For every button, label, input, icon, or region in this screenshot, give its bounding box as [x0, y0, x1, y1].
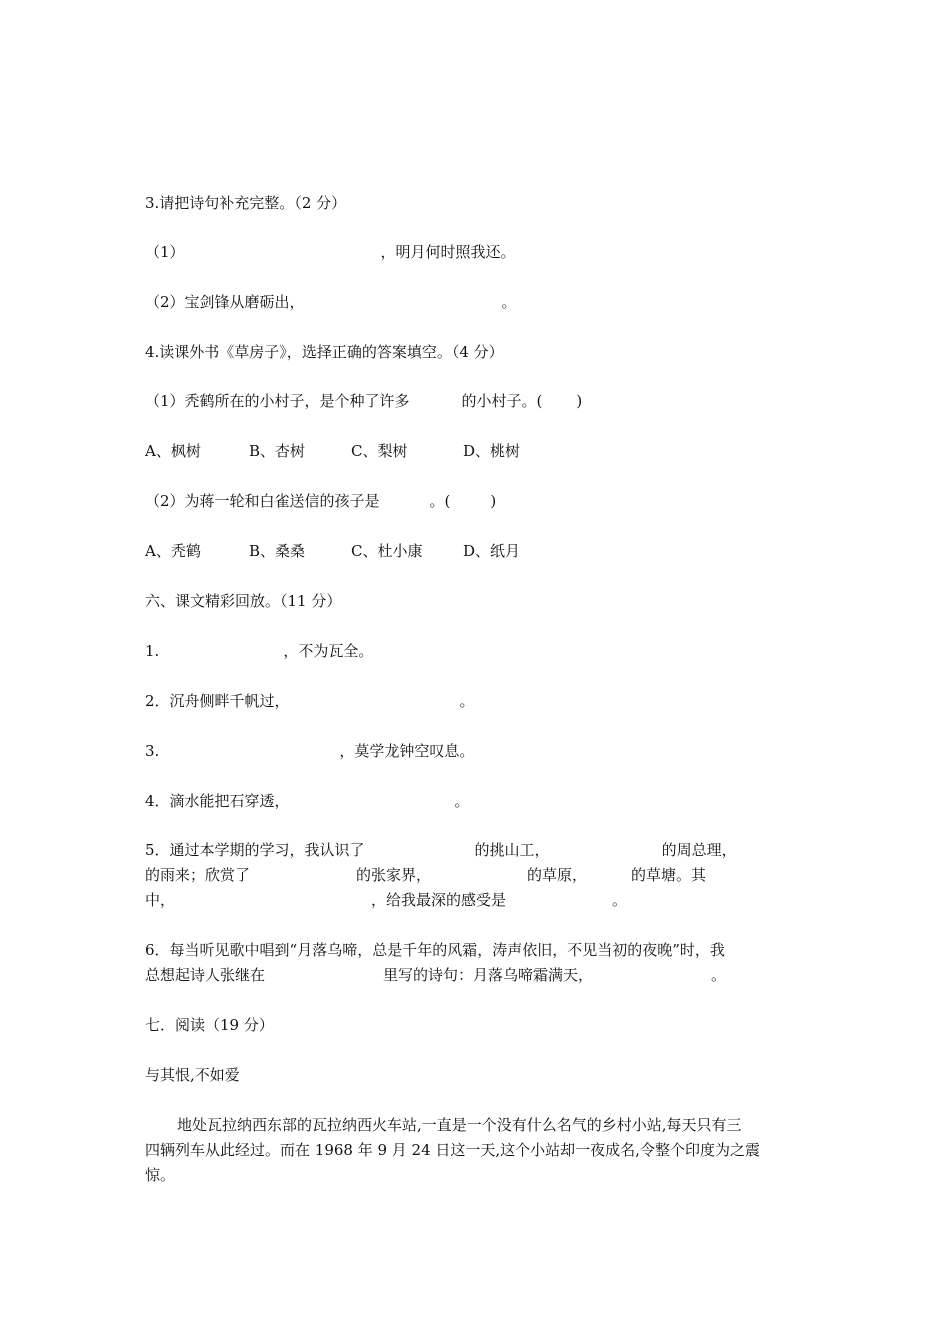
sec6-item5-row2 [145, 865, 706, 885]
sec6-item6-row2 [145, 965, 726, 985]
item-text: 里写的诗句：月落乌啼霜满天， [383, 966, 594, 984]
item-text: ，不为瓦全。 [283, 642, 374, 660]
item-text: 6．每当听见歌中唱到“月落乌啼，总是千年的风霜，涛声依旧，不见当初的夜晚”时，我 [145, 941, 725, 959]
passage-row2 [145, 1140, 760, 1160]
passage-text: 四辆列车从此经过。而在 1968 年 9 月 24 日这一天,这个小站却一夜成名,令整个印度为之震 [145, 1141, 760, 1159]
q4-sub1-options [145, 441, 520, 461]
item-end: 。 [454, 792, 470, 810]
item-number: 3. [145, 742, 160, 760]
q4-title-text: 4.读课外书《草房子》，选择正确的答案填空。（4 分） [145, 343, 504, 361]
passage-text: 惊。 [145, 1166, 176, 1184]
option-c: C、梨树 [351, 442, 408, 460]
passage-title-text: 与其恨,不如爱 [145, 1066, 240, 1084]
sec6-item5-row3 [145, 890, 627, 910]
q4-sub1 [145, 391, 582, 411]
sec7-title-text: 七．阅读（19 分） [145, 1016, 274, 1034]
sec7-title [145, 1015, 274, 1035]
item-text: 2．沉舟侧畔千帆过， [145, 692, 290, 710]
option-b: B、桑桑 [249, 542, 306, 560]
item-text: 的雨来；欣赏了 [145, 866, 251, 884]
item-text: 的张家界， [356, 866, 432, 884]
item-number: 1. [145, 642, 160, 660]
option-b: B、杏树 [249, 442, 306, 460]
q4-sub1-paren: ) [576, 392, 583, 410]
q4-title [145, 342, 504, 362]
item-text: 的草原， [527, 866, 588, 884]
option-d: D、纸月 [463, 542, 521, 560]
item-text: 5．通过本学期的学习，我认识了 [145, 841, 365, 859]
q3-title-text: 3.请把诗句补充完整。（2 分） [145, 194, 347, 212]
item-text: 。 [711, 966, 727, 984]
sec6-item6-row1 [145, 940, 725, 960]
q4-sub1-text2: 的小村子。( [461, 392, 543, 410]
item-text: 的挑山工， [474, 841, 550, 859]
item-text: 4．滴水能把石穿透， [145, 792, 290, 810]
q3-line1 [145, 242, 516, 262]
item-text: 总想起诗人张继在 [145, 966, 266, 984]
option-a: A、枫树 [145, 442, 201, 460]
q3-line1-text: ，明月何时照我还。 [380, 243, 516, 261]
q3-line2-text: （2）宝剑锋从磨砺出， [145, 293, 305, 311]
q4-sub2-text2: 。( [429, 492, 451, 510]
q4-sub2 [145, 491, 496, 511]
sec6-title [145, 591, 341, 611]
item-text: 的草塘。其 [631, 866, 707, 884]
item-text: 中， [145, 891, 176, 909]
q3-title [145, 193, 346, 213]
sec6-item3 [145, 741, 474, 761]
q4-sub1-text: （1）秃鹤所在的小村子，是个种了许多 [145, 392, 410, 410]
item-text: ，莫学龙钟空叹息。 [339, 742, 475, 760]
sec6-item4 [145, 791, 470, 811]
q3-line2 [145, 292, 517, 312]
sec6-item5-row1 [145, 840, 737, 860]
passage-text: 地处瓦拉纳西东部的瓦拉纳西火车站,一直是一个没有什么名气的乡村小站,每天只有三 [177, 1116, 742, 1134]
sec6-item1 [145, 641, 373, 661]
q3-line1-number: （1） [145, 243, 185, 261]
item-end: 。 [459, 692, 475, 710]
sec6-item2 [145, 691, 475, 711]
option-d: D、桃树 [463, 442, 521, 460]
item-text: ，给我最深的感受是 [371, 891, 507, 909]
passage-row1 [177, 1115, 742, 1135]
q4-sub2-options [145, 541, 520, 561]
item-text: 。 [612, 891, 628, 909]
passage-title [145, 1065, 240, 1085]
item-text: 的周总理， [661, 841, 737, 859]
q4-sub2-text: （2）为蒋一轮和白雀送信的孩子是 [145, 492, 380, 510]
option-a: A、秃鹤 [145, 542, 201, 560]
sec6-title-text: 六、课文精彩回放。（11 分） [145, 592, 342, 610]
q4-sub2-paren: ) [490, 492, 497, 510]
q3-line2-end: 。 [501, 293, 517, 311]
passage-row3 [145, 1165, 175, 1185]
option-c: C、杜小康 [351, 542, 423, 560]
